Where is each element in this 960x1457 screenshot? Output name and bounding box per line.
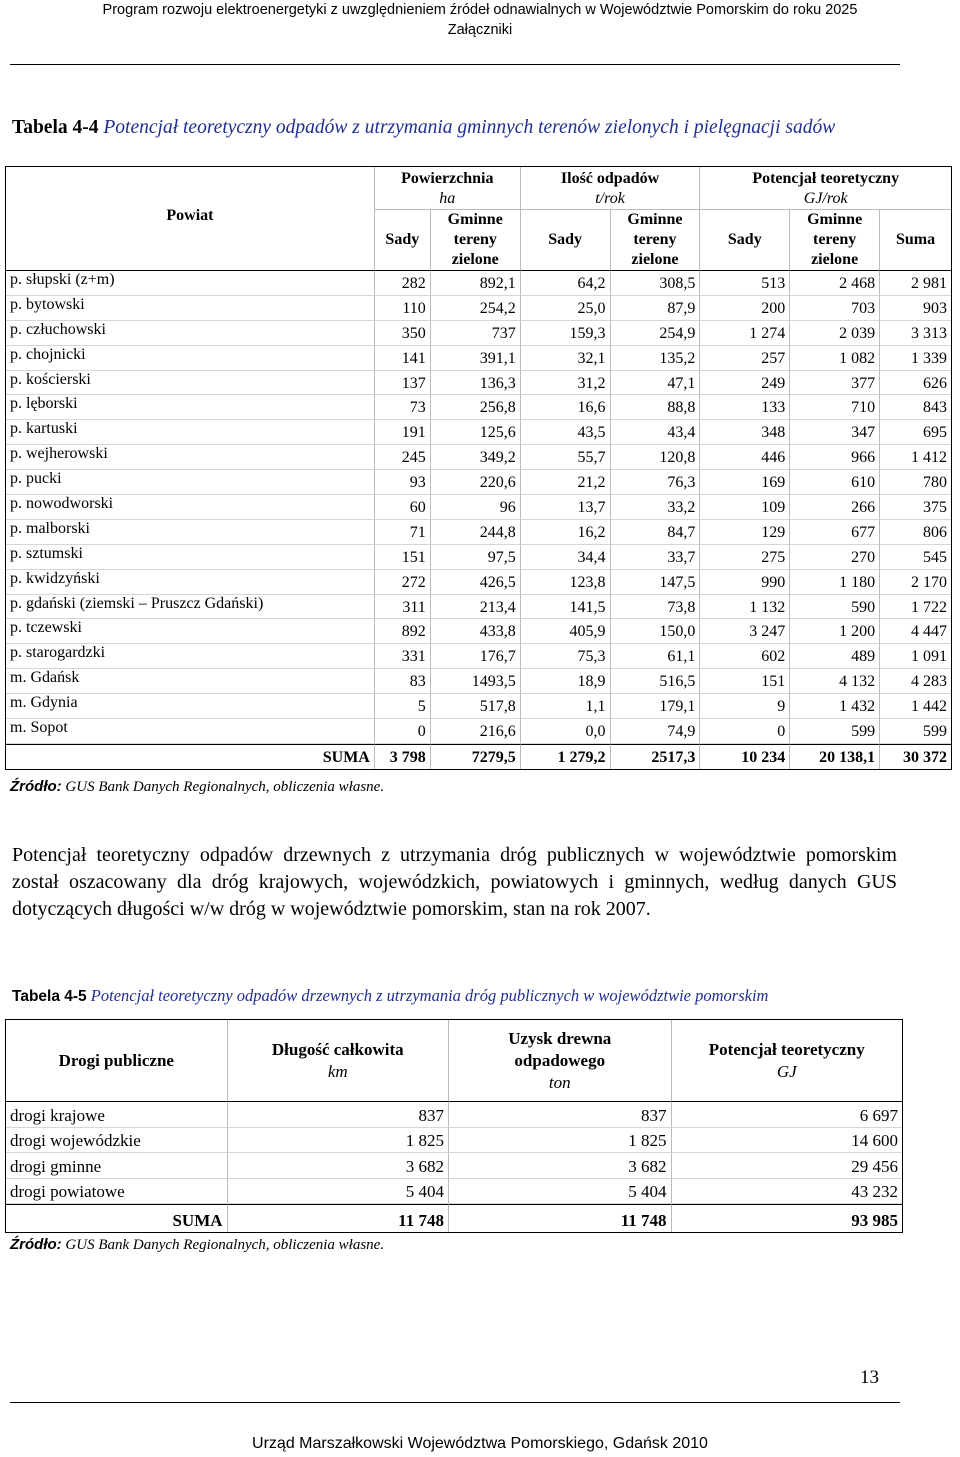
table-cell: 5 404 <box>449 1179 672 1205</box>
table-cell: 3 682 <box>228 1153 449 1179</box>
table-cell: 590 <box>790 595 880 620</box>
table-cell: 426,5 <box>431 570 521 595</box>
table-cell: 405,9 <box>521 619 611 644</box>
table-cell: 61,1 <box>611 644 701 669</box>
table-cell: 43,4 <box>611 420 701 445</box>
table-cell: 903 <box>880 296 951 321</box>
table-cell: 1 339 <box>880 346 951 371</box>
table-cell: 2 981 <box>880 271 951 296</box>
row-label: m. Gdańsk <box>6 669 375 694</box>
table-cell: 626 <box>880 371 951 396</box>
table-cell: 87,9 <box>611 296 701 321</box>
table-cell: 433,8 <box>431 619 521 644</box>
table-cell: 29 456 <box>672 1153 902 1179</box>
table-cell: 5 404 <box>228 1179 449 1205</box>
table-cell: 97,5 <box>431 545 521 570</box>
row-label: p. kwidzyński <box>6 570 375 595</box>
subheader-sady-3: Sady <box>700 210 790 271</box>
page-header <box>0 0 960 40</box>
row-label: p. starogardzki <box>6 644 375 669</box>
table-row <box>6 495 951 520</box>
table-cell: 0 <box>375 719 431 744</box>
table-cell: 123,8 <box>521 570 611 595</box>
header-title: Program rozwoju elektroenergetyki z uwzględnieniem źródeł odnawialnych w Województwie Pomorskim do roku 2025 <box>102 2 858 18</box>
table-row <box>6 669 951 694</box>
table1-caption-label: Tabela 4-4 <box>12 117 99 138</box>
table-cell: 191 <box>375 420 431 445</box>
table-cell: 0,0 <box>521 719 611 744</box>
table-cell: 83 <box>375 669 431 694</box>
table-cell: 110 <box>375 296 431 321</box>
table-cell: 282 <box>375 271 431 296</box>
table-cell: 3 313 <box>880 321 951 346</box>
table-cell: 311 <box>375 595 431 620</box>
table-cell: 120,8 <box>611 445 701 470</box>
row-label: p. chojnicki <box>6 346 375 371</box>
table-row <box>6 1153 902 1179</box>
table-cell: 254,2 <box>431 296 521 321</box>
table-cell: 257 <box>700 346 790 371</box>
table1-body <box>6 271 951 744</box>
row-label: p. tczewski <box>6 619 375 644</box>
table-cell: 256,8 <box>431 395 521 420</box>
table-cell: 150,0 <box>611 619 701 644</box>
table1-source-text: GUS Bank Danych Regionalnych, obliczenia własne. <box>65 779 385 795</box>
table-cell: 2 039 <box>790 321 880 346</box>
table-cell: 266 <box>790 495 880 520</box>
table-row <box>6 1102 902 1128</box>
row-label: drogi krajowe <box>6 1102 228 1128</box>
table-cell: 275 <box>700 545 790 570</box>
table-cell: 446 <box>700 445 790 470</box>
header-powierzchnia-unit: ha <box>439 190 456 207</box>
table-cell: 4 283 <box>880 669 951 694</box>
header-powierzchnia-label: Powierzchnia <box>401 170 494 187</box>
table-cell: 892,1 <box>431 271 521 296</box>
header-potencjal-unit: GJ/rok <box>803 190 848 207</box>
table-cell: 14 600 <box>672 1128 902 1154</box>
table-cell: 3 247 <box>700 619 790 644</box>
sum-cell: 93 985 <box>672 1204 902 1232</box>
table2-source-label: Źródło: <box>10 1236 62 1253</box>
table-cell: 0 <box>700 719 790 744</box>
table-cell: 1,1 <box>521 694 611 719</box>
table-cell: 349,2 <box>431 445 521 470</box>
table-cell: 43,5 <box>521 420 611 445</box>
table-row <box>6 520 951 545</box>
header-potencjal-gj: Potencjał teoretyczny GJ <box>672 1020 902 1102</box>
body-paragraph: Potencjał teoretyczny odpadów drzewnych z utrzymania dróg publicznych w województwie pomorskim został oszacowany dla dróg krajowych, wojewódzkich, powiatowych i gminnych, według danych GUS dotyczących długości w/w dróg w województwie pomorskim, stan na rok 2007. <box>12 844 897 920</box>
table-cell: 88,8 <box>611 395 701 420</box>
footer-divider <box>10 1402 900 1403</box>
table-cell: 176,7 <box>431 644 521 669</box>
table-cell: 34,4 <box>521 545 611 570</box>
subheader-gminne-2: Gminne tereny zielone <box>611 210 701 271</box>
sum-cell: 3 798 <box>375 744 431 769</box>
table-cell: 517,8 <box>431 694 521 719</box>
table-cell: 73 <box>375 395 431 420</box>
table2-caption <box>12 985 942 1008</box>
table-cell: 125,6 <box>431 420 521 445</box>
table-cell: 3 682 <box>449 1153 672 1179</box>
table-cell: 1 722 <box>880 595 951 620</box>
table-cell: 610 <box>790 470 880 495</box>
table-row <box>6 420 951 445</box>
table-cell: 141,5 <box>521 595 611 620</box>
header-ilosc-label: Ilość odpadów <box>560 170 660 187</box>
table-cell: 489 <box>790 644 880 669</box>
row-label: drogi powiatowe <box>6 1179 228 1205</box>
table-cell: 348 <box>700 420 790 445</box>
table1 <box>5 166 952 770</box>
table-row <box>6 644 951 669</box>
sum-cell: 10 234 <box>700 744 790 769</box>
table2-body <box>6 1102 902 1204</box>
table-cell: 272 <box>375 570 431 595</box>
table-cell: 2 170 <box>880 570 951 595</box>
table-row <box>6 371 951 396</box>
table1-header-row <box>6 167 951 210</box>
table-cell: 64,2 <box>521 271 611 296</box>
table-cell: 1 200 <box>790 619 880 644</box>
table-cell: 151 <box>375 545 431 570</box>
table-cell: 513 <box>700 271 790 296</box>
table-cell: 737 <box>431 321 521 346</box>
table-cell: 599 <box>790 719 880 744</box>
table-cell: 141 <box>375 346 431 371</box>
row-label: m. Sopot <box>6 719 375 744</box>
table-cell: 55,7 <box>521 445 611 470</box>
table-cell: 350 <box>375 321 431 346</box>
table-cell: 33,7 <box>611 545 701 570</box>
row-label: p. nowodworski <box>6 495 375 520</box>
table-cell: 137 <box>375 371 431 396</box>
table-cell: 147,5 <box>611 570 701 595</box>
table-cell: 599 <box>880 719 951 744</box>
table1-caption <box>12 116 942 139</box>
table-cell: 84,7 <box>611 520 701 545</box>
table-cell: 179,1 <box>611 694 701 719</box>
table-cell: 18,9 <box>521 669 611 694</box>
header-potencjal-label: Potencjał teoretyczny <box>752 170 900 187</box>
header-subtitle: Załączniki <box>447 22 513 38</box>
table-cell: 133 <box>700 395 790 420</box>
table-cell: 270 <box>790 545 880 570</box>
table-cell: 1 432 <box>790 694 880 719</box>
table2-header-row <box>6 1020 902 1102</box>
table-cell: 254,9 <box>611 321 701 346</box>
table-cell: 843 <box>880 395 951 420</box>
table-cell: 76,3 <box>611 470 701 495</box>
table-cell: 9 <box>700 694 790 719</box>
sum-label: SUMA <box>6 744 375 769</box>
table1-sum-row <box>6 744 951 769</box>
table-cell: 602 <box>700 644 790 669</box>
header-drogi: Drogi publiczne <box>6 1020 228 1102</box>
sum-cell: 20 138,1 <box>790 744 880 769</box>
table-cell: 13,7 <box>521 495 611 520</box>
sum-cell: 1 279,2 <box>521 744 611 769</box>
table-cell: 1 180 <box>790 570 880 595</box>
table-cell: 1 132 <box>700 595 790 620</box>
header-uzysk: Uzysk drewna odpadowego ton <box>449 1020 672 1102</box>
table-cell: 200 <box>700 296 790 321</box>
table-row <box>6 470 951 495</box>
table-cell: 331 <box>375 644 431 669</box>
table-cell: 2 468 <box>790 271 880 296</box>
page-footer: Urząd Marszałkowski Województwa Pomorskiego, Gdańsk 2010 <box>252 1435 708 1452</box>
table-cell: 244,8 <box>431 520 521 545</box>
table-cell: 25,0 <box>521 296 611 321</box>
table1-source-label: Źródło: <box>10 778 62 795</box>
table-row <box>6 595 951 620</box>
table-cell: 169 <box>700 470 790 495</box>
table-cell: 220,6 <box>431 470 521 495</box>
table-cell: 16,6 <box>521 395 611 420</box>
table-row <box>6 271 951 296</box>
table2-source-text: GUS Bank Danych Regionalnych, obliczenia własne. <box>65 1237 385 1253</box>
table-cell: 837 <box>228 1102 449 1128</box>
row-label: p. malborski <box>6 520 375 545</box>
table-cell: 5 <box>375 694 431 719</box>
table2-caption-label: Tabela 4-5 <box>12 988 87 1005</box>
table-row <box>6 719 951 744</box>
row-label: p. lęborski <box>6 395 375 420</box>
table-cell: 347 <box>790 420 880 445</box>
table-cell: 135,2 <box>611 346 701 371</box>
table-cell: 151 <box>700 669 790 694</box>
table-cell: 695 <box>880 420 951 445</box>
table-cell: 60 <box>375 495 431 520</box>
table-cell: 391,1 <box>431 346 521 371</box>
row-label: drogi gminne <box>6 1153 228 1179</box>
row-label: m. Gdynia <box>6 694 375 719</box>
subheader-sady-2: Sady <box>521 210 611 271</box>
table-row <box>6 321 951 346</box>
table-cell: 1 412 <box>880 445 951 470</box>
table-cell: 516,5 <box>611 669 701 694</box>
page-number: 13 <box>860 1367 879 1388</box>
table-cell: 1 091 <box>880 644 951 669</box>
table-cell: 213,4 <box>431 595 521 620</box>
table-cell: 990 <box>700 570 790 595</box>
table-cell: 43 232 <box>672 1179 902 1205</box>
row-label: drogi wojewódzkie <box>6 1128 228 1154</box>
table-cell: 308,5 <box>611 271 701 296</box>
sum-cell: 11 748 <box>449 1204 672 1232</box>
table-cell: 33,2 <box>611 495 701 520</box>
table-cell: 249 <box>700 371 790 396</box>
table-cell: 375 <box>880 495 951 520</box>
table-cell: 216,6 <box>431 719 521 744</box>
table-cell: 74,9 <box>611 719 701 744</box>
row-label: p. człuchowski <box>6 321 375 346</box>
table-row <box>6 545 951 570</box>
row-label: p. gdański (ziemski – Pruszcz Gdański) <box>6 595 375 620</box>
table-cell: 806 <box>880 520 951 545</box>
row-label: p. pucki <box>6 470 375 495</box>
table-cell: 129 <box>700 520 790 545</box>
table-row <box>6 619 951 644</box>
table-cell: 4 132 <box>790 669 880 694</box>
row-label: p. wejherowski <box>6 445 375 470</box>
table-cell: 703 <box>790 296 880 321</box>
table-row <box>6 296 951 321</box>
sum-cell: 30 372 <box>880 744 951 769</box>
row-label: p. bytowski <box>6 296 375 321</box>
table-cell: 71 <box>375 520 431 545</box>
table1-caption-text: Potencjał teoretyczny odpadów z utrzymania gminnych terenów zielonych i pielęgnacji sadów <box>103 117 836 138</box>
table-cell: 73,8 <box>611 595 701 620</box>
table-cell: 6 697 <box>672 1102 902 1128</box>
header-powierzchnia <box>375 167 521 210</box>
header-ilosc-odpadow <box>521 167 701 210</box>
table-cell: 16,2 <box>521 520 611 545</box>
sum-cell: 7279,5 <box>431 744 521 769</box>
subheader-gminne-3: Gminne tereny zielone <box>790 210 880 271</box>
table-cell: 32,1 <box>521 346 611 371</box>
table-cell: 31,2 <box>521 371 611 396</box>
row-label: p. słupski (z+m) <box>6 271 375 296</box>
subheader-sady-1: Sady <box>375 210 431 271</box>
table-cell: 710 <box>790 395 880 420</box>
subheader-suma: Suma <box>880 210 951 271</box>
table1-source <box>10 778 384 796</box>
table2-caption-text: Potencjał teoretyczny odpadów drzewnych z utrzymania dróg publicznych w województwie pomorskim <box>90 986 769 1005</box>
header-dlugosc: Długość całkowita km <box>228 1020 449 1102</box>
table-cell: 677 <box>790 520 880 545</box>
row-label: p. kościerski <box>6 371 375 396</box>
table2-sum-row <box>6 1204 902 1232</box>
table-cell: 21,2 <box>521 470 611 495</box>
table-row <box>6 1179 902 1205</box>
table-cell: 109 <box>700 495 790 520</box>
row-label: p. kartuski <box>6 420 375 445</box>
table-cell: 47,1 <box>611 371 701 396</box>
table-cell: 966 <box>790 445 880 470</box>
table-row <box>6 1128 902 1154</box>
header-divider <box>10 64 900 65</box>
table-cell: 75,3 <box>521 644 611 669</box>
header-potencjal <box>700 167 951 210</box>
table-cell: 136,3 <box>431 371 521 396</box>
table-cell: 780 <box>880 470 951 495</box>
table-row <box>6 570 951 595</box>
table-cell: 1 274 <box>700 321 790 346</box>
table-cell: 245 <box>375 445 431 470</box>
table-row <box>6 395 951 420</box>
table2-source <box>10 1236 384 1254</box>
header-ilosc-unit: t/rok <box>595 190 625 207</box>
table-cell: 1 825 <box>449 1128 672 1154</box>
sum-cell: 2517,3 <box>611 744 701 769</box>
table-row <box>6 694 951 719</box>
table-cell: 4 447 <box>880 619 951 644</box>
table2 <box>5 1019 903 1233</box>
table-cell: 96 <box>431 495 521 520</box>
sum-label: SUMA <box>6 1204 228 1232</box>
table-cell: 1493,5 <box>431 669 521 694</box>
table-row <box>6 445 951 470</box>
table-cell: 1 442 <box>880 694 951 719</box>
sum-cell: 11 748 <box>228 1204 449 1232</box>
table-cell: 1 082 <box>790 346 880 371</box>
header-powiat: Powiat <box>6 167 375 271</box>
table-row <box>6 346 951 371</box>
table-cell: 837 <box>449 1102 672 1128</box>
table-cell: 159,3 <box>521 321 611 346</box>
subheader-gminne-1: Gminne tereny zielone <box>431 210 521 271</box>
table-cell: 1 825 <box>228 1128 449 1154</box>
table-cell: 545 <box>880 545 951 570</box>
table-cell: 377 <box>790 371 880 396</box>
row-label: p. sztumski <box>6 545 375 570</box>
table-cell: 93 <box>375 470 431 495</box>
table-cell: 892 <box>375 619 431 644</box>
